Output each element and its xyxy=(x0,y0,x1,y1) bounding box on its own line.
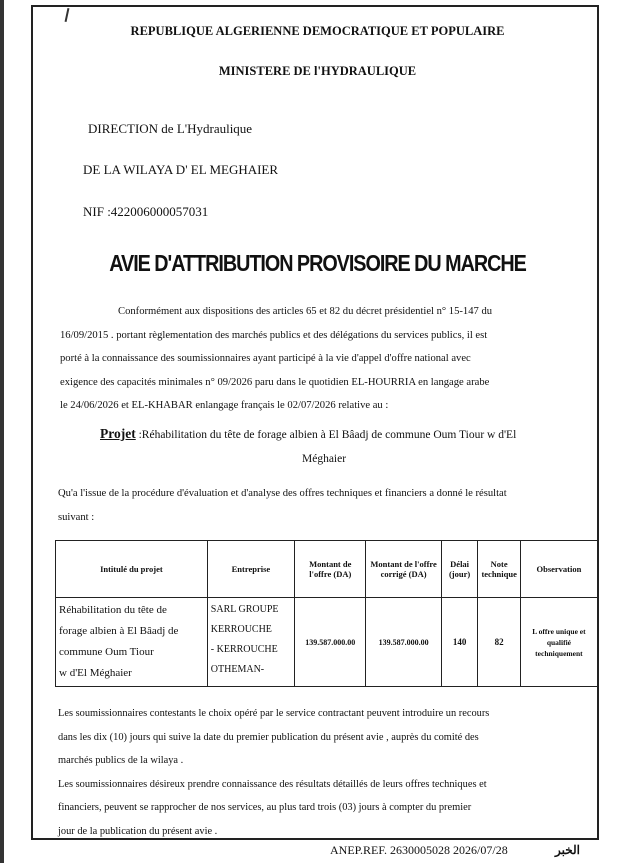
closing-line: marchés publics de la wilaya . xyxy=(58,755,184,766)
header-cell: Observation xyxy=(520,541,597,598)
observation-cell: L offre unique et qualifié techniquement xyxy=(520,598,597,687)
nif-line: NIF :422006000057031 xyxy=(83,204,209,219)
closing-line: Les soumissionnaires contestants le choix opéré par le service contractant peuvent introduire un recours xyxy=(58,708,490,719)
closing-paragraph xyxy=(58,702,603,843)
result-intro-line: suivant : xyxy=(58,511,95,523)
closing-line: Les soumissionnaires désireux prendre connaissance des résultats détaillés de leurs offres techniques et xyxy=(58,778,487,790)
project-cell-line: w d'El Méghaier xyxy=(59,667,132,679)
enterprise-cell xyxy=(207,598,294,687)
result-intro-line: Qu'a l'issue de la procédure d'évaluation et d'analyse des offres techniques et financiers a donné le résultat xyxy=(58,488,507,499)
intro-line: porté à la connaissance des soumissionnaires ayant participé à la vie d'appel d'offre national avec xyxy=(60,353,471,364)
projet-line-1: :Réhabilitation du tête de forage albien à El Bâadj de commune Oum Tiour w d'El xyxy=(138,429,517,441)
project-cell xyxy=(56,598,208,687)
result-intro xyxy=(58,482,618,529)
projet-line-2: Méghaier xyxy=(302,453,347,465)
table-row xyxy=(56,598,598,687)
project-cell-line: commune Oum Tiour xyxy=(59,646,154,658)
corrected-amount-cell: 139.587.000.00 xyxy=(366,598,441,687)
projet-block xyxy=(100,426,600,442)
republic-heading: REPUBLIQUE ALGERIENNE DEMOCRATIQUE ET POPULAIRE xyxy=(130,24,505,38)
projet-label: Projet xyxy=(100,426,136,441)
anep-reference: ANEP.REF. 2630005028 2026/07/28 xyxy=(330,843,508,857)
scan-edge xyxy=(0,0,4,863)
intro-line: Conformément aux dispositions des articles 65 et 82 du décret présidentiel n° 15-147 du xyxy=(118,306,493,317)
header-cell: Intitulé du projet xyxy=(56,541,208,598)
wilaya-line: DE LA WILAYA D' EL MEGHAIER xyxy=(83,162,279,177)
header-cell: Montant de l'offre corrigé (DA) xyxy=(366,541,441,598)
closing-line: financiers, peuvent se rapprocher de nos services, au plus tard trois (03) jours à compter du premier xyxy=(58,802,472,813)
enterprise-cell-line: OTHEMAN- xyxy=(210,664,265,675)
technical-score-cell: 82 xyxy=(478,598,520,687)
amount-cell: 139.587.000.00 xyxy=(295,598,366,687)
direction-line: DIRECTION de L'Hydraulique xyxy=(88,121,253,136)
enterprise-cell-line: SARL GROUPE xyxy=(210,604,279,615)
enterprise-cell-line: KERROUCHE xyxy=(210,624,272,635)
project-cell-line: forage albien à El Bâadj de xyxy=(59,625,179,637)
intro-line: 16/09/2015 . portant règlementation des marchés publics et des délégations du services publics, il est xyxy=(60,329,488,341)
project-cell-line: Réhabilitation du tête de xyxy=(59,604,167,616)
ministry-heading: MINISTERE DE l'HYDRAULIQUE xyxy=(218,64,417,78)
intro-paragraph xyxy=(60,300,600,418)
header-cell: Note technique xyxy=(478,541,520,598)
newspaper-logo: الخبر xyxy=(555,843,580,857)
header-cell: Montant de l'offre (DA) xyxy=(295,541,366,598)
enterprise-cell-line: - KERROUCHE xyxy=(210,644,278,655)
results-table xyxy=(55,540,598,687)
header-cell: Entreprise xyxy=(207,541,294,598)
page-title: AVIE D'ATTRIBUTION PROVISOIRE DU MARCHE xyxy=(109,250,526,276)
closing-line: dans les dix (10) jours qui suive la date du premier publication du présent avie , auprès du comité des xyxy=(58,731,479,743)
table-header-row xyxy=(56,541,598,598)
closing-line: jour de la publication du présent avie . xyxy=(58,825,218,837)
delay-cell: 140 xyxy=(441,598,478,687)
header-cell: Délai (jour) xyxy=(441,541,478,598)
intro-line: exigence des capacités minimales n° 09/2026 paru dans le quotidien EL-HOURRIA en langage arabe xyxy=(60,376,490,388)
intro-line: le 24/06/2026 et EL-KHABAR enlangage français le 02/07/2026 relative au : xyxy=(60,400,389,411)
